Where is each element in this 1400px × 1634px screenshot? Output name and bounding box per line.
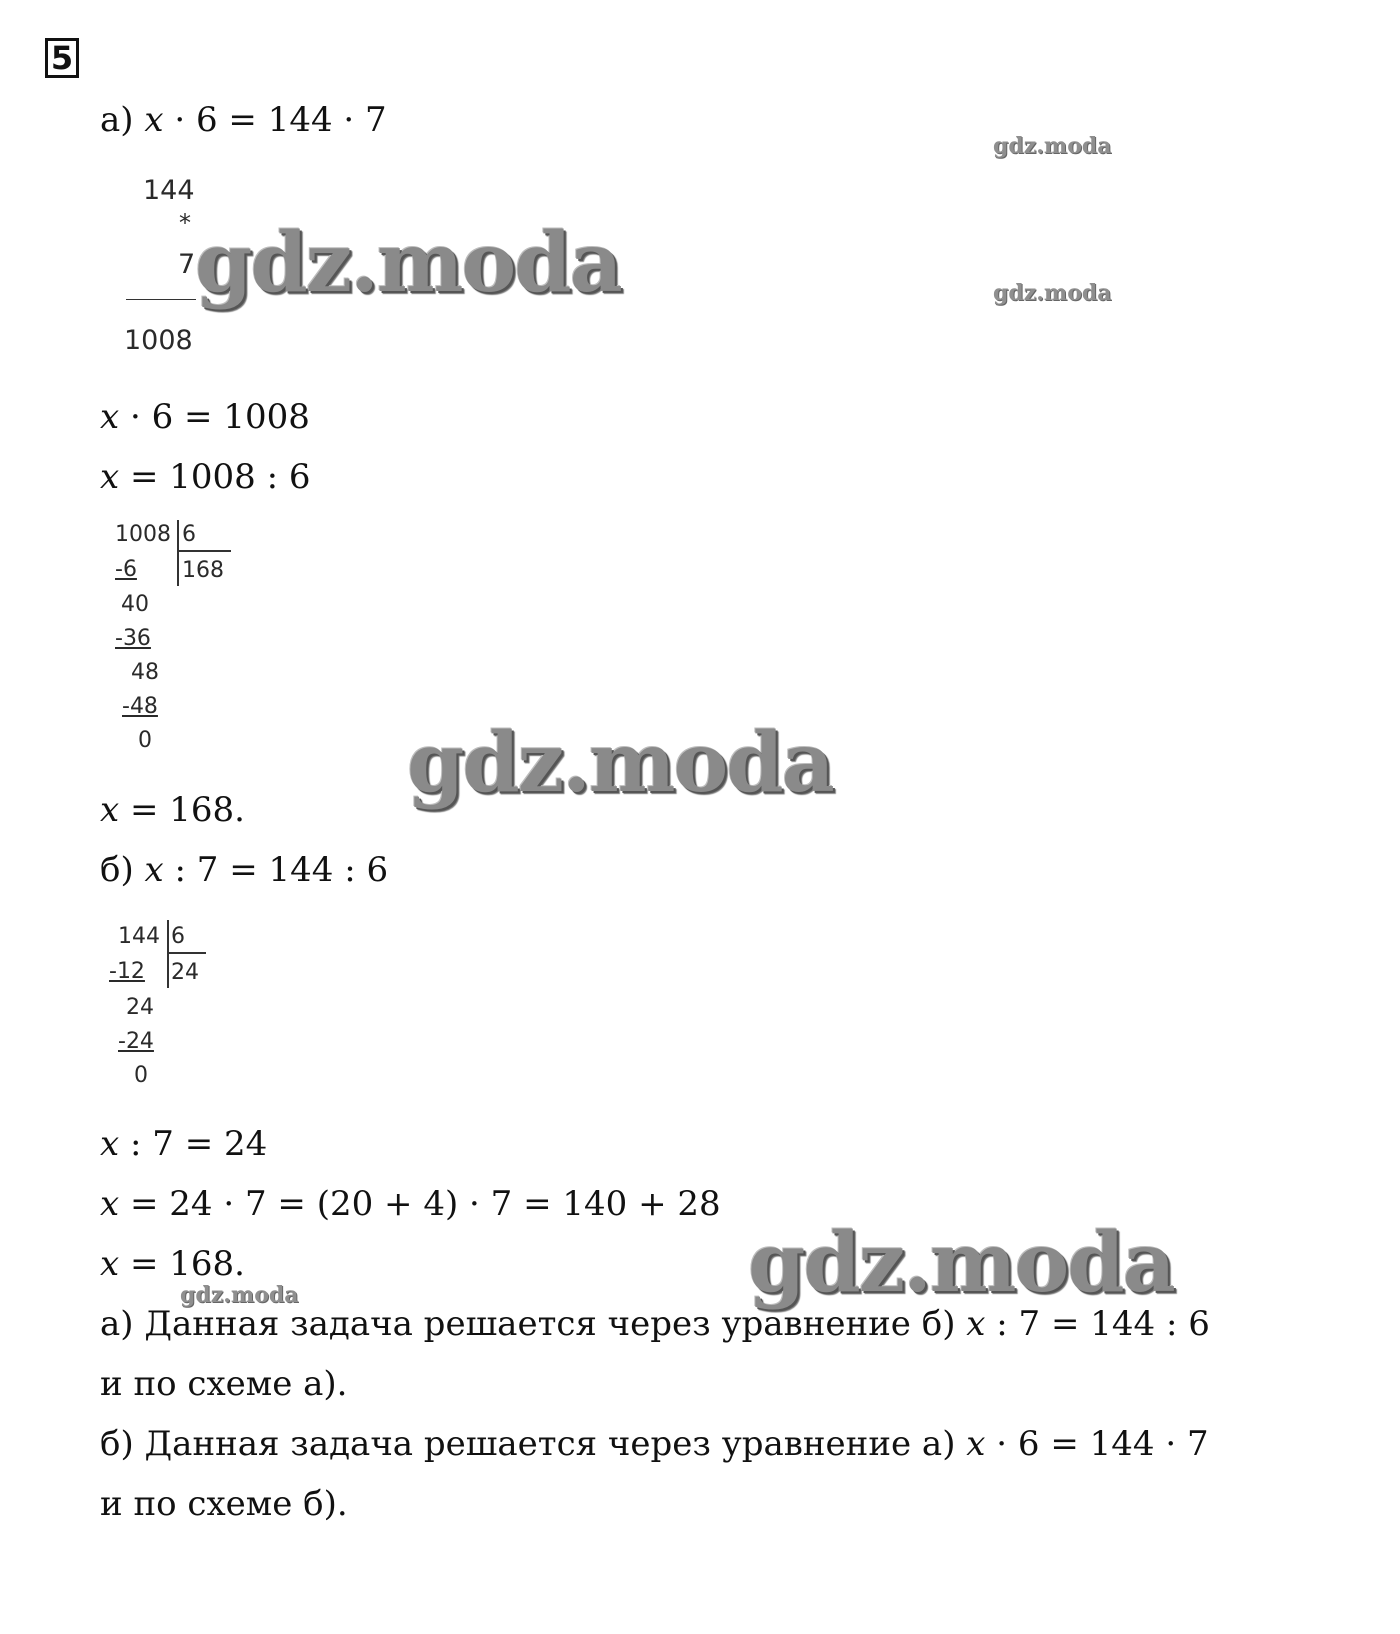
conclusion-rest: · 6 = 144 · 7 xyxy=(985,1424,1209,1464)
division-a-row: -36 xyxy=(115,626,151,651)
part-a-step1 xyxy=(100,397,310,437)
division-b-divisor: 6 xyxy=(171,924,185,949)
division-a-quotient: 168 xyxy=(182,558,224,583)
conclusion-b-line2: и по схеме б). xyxy=(100,1484,348,1524)
division-a-row: 40 xyxy=(121,592,149,617)
step-rest: = 1008 : 6 xyxy=(119,457,311,497)
part-b-answer xyxy=(100,1244,245,1284)
variable-x: x xyxy=(100,1244,120,1284)
part-b-equation xyxy=(100,850,388,890)
mult-factor: 7 xyxy=(178,249,196,280)
variable-x: x xyxy=(100,397,120,437)
division-a-row: -6 xyxy=(115,557,137,582)
mult-result: 1008 xyxy=(124,325,193,356)
part-a-prefix: а) xyxy=(100,100,145,140)
watermark-large: gdz.moda xyxy=(195,215,621,311)
division-a-row: -48 xyxy=(122,694,158,719)
division-a-dividend: 1008 xyxy=(115,522,171,547)
conclusion-b-line1 xyxy=(100,1424,1209,1464)
variable-x: x xyxy=(100,790,120,830)
conclusion-a-line2: и по схеме а). xyxy=(100,1364,348,1404)
variable-x: x xyxy=(100,1124,120,1164)
watermark-large: gdz.moda xyxy=(407,715,833,811)
task-number: 5 xyxy=(45,38,79,78)
division-b-row: 24 xyxy=(126,995,154,1020)
conclusion-text: а) Данная задача решается через уравнение б) xyxy=(100,1304,967,1344)
conclusion-rest: : 7 = 144 : 6 xyxy=(985,1304,1210,1344)
division-b-row: -12 xyxy=(109,959,145,984)
division-a-vertical-bar xyxy=(177,520,179,586)
variable-x: x xyxy=(966,1304,986,1344)
step-rest: : 7 = 24 xyxy=(119,1124,268,1164)
division-a-divisor: 6 xyxy=(182,522,196,547)
watermark-small: gdz.moda xyxy=(993,133,1112,159)
answer-rest: = 168. xyxy=(119,1244,245,1284)
part-a-answer xyxy=(100,790,245,830)
division-b-row: -24 xyxy=(118,1029,154,1054)
part-b-step2 xyxy=(100,1184,721,1224)
part-a-equation-rest: · 6 = 144 · 7 xyxy=(163,100,387,140)
part-a-equation xyxy=(100,100,387,140)
division-a-row: 48 xyxy=(131,660,159,685)
step-rest: = 24 · 7 = (20 + 4) · 7 = 140 + 28 xyxy=(119,1184,721,1224)
watermark-small: gdz.moda xyxy=(993,280,1112,306)
answer-rest: = 168. xyxy=(119,790,245,830)
division-a-row: 0 xyxy=(138,728,152,753)
step-rest: · 6 = 1008 xyxy=(119,397,310,437)
variable-x: x xyxy=(100,457,120,497)
watermark-small: gdz.moda xyxy=(180,1282,299,1308)
division-a-horizontal-bar xyxy=(179,550,231,552)
division-b-row: 0 xyxy=(134,1063,148,1088)
variable-x: x xyxy=(144,850,164,890)
conclusion-text: б) Данная задача решается через уравнение а) xyxy=(100,1424,967,1464)
watermark-large: gdz.moda xyxy=(748,1215,1174,1311)
division-b-vertical-bar xyxy=(167,920,169,988)
part-b-prefix: б) xyxy=(100,850,145,890)
part-a-step2 xyxy=(100,457,311,497)
variable-x: x xyxy=(966,1424,986,1464)
part-b-step1 xyxy=(100,1124,267,1164)
division-b-quotient: 24 xyxy=(171,960,199,985)
mult-operator: * xyxy=(179,209,191,237)
variable-x: x xyxy=(100,1184,120,1224)
mult-underline xyxy=(126,299,196,300)
part-b-equation-rest: : 7 = 144 : 6 xyxy=(163,850,389,890)
variable-x: x xyxy=(144,100,164,140)
division-b-horizontal-bar xyxy=(169,952,206,954)
division-b-dividend: 144 xyxy=(118,924,160,949)
mult-top-number: 144 xyxy=(143,175,195,206)
